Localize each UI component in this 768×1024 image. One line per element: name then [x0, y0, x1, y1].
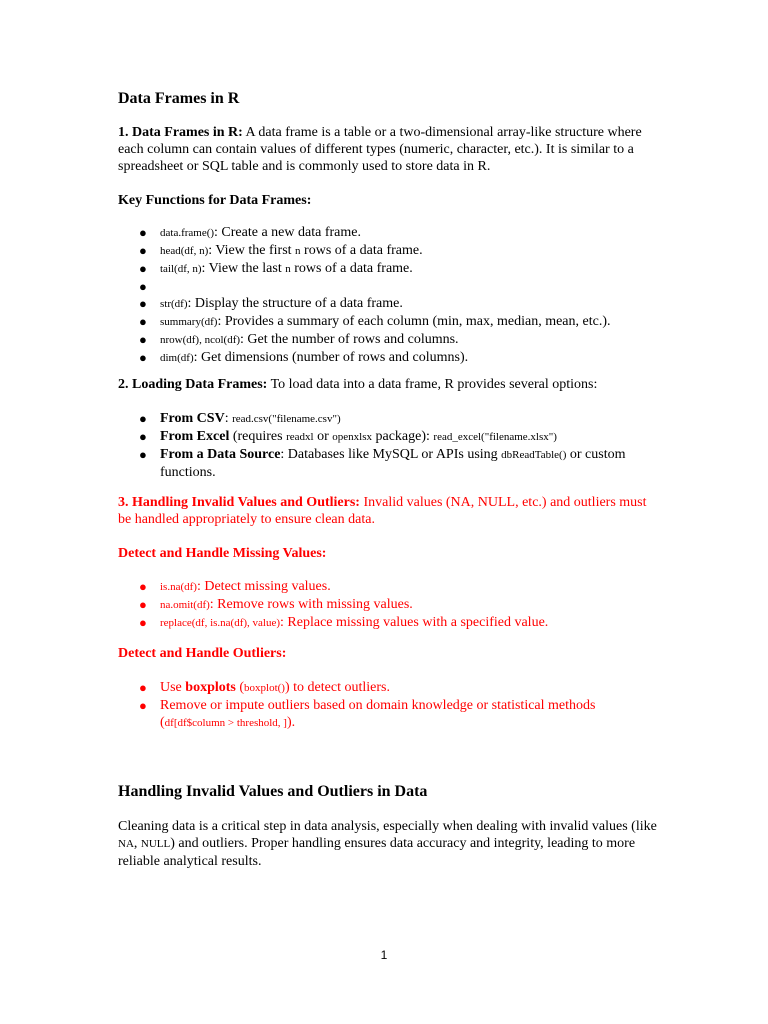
function-description: : Detect missing values. [196, 579, 331, 594]
section-2-title: Handling Invalid Values and Outliers in Data [118, 783, 428, 800]
option-text: : Databases like MySQL or APIs using [280, 447, 502, 462]
list-item [118, 331, 658, 349]
item-text-2: ). [286, 715, 296, 730]
function-code: replace(df, is.na(df), value) [160, 617, 281, 629]
page-number: 1 [380, 948, 388, 962]
function-description: : Display the structure of a data frame. [187, 296, 403, 311]
section-3-text: Invalid values (NA, NULL, etc.) and outliers must be handled appropriately to ensure clean data. [118, 495, 647, 527]
function-description: : Remove rows with missing values. [209, 597, 413, 612]
option-text: (requires [229, 429, 287, 444]
option-text-3: package): [372, 429, 434, 444]
item-text-3: ) to detect outliers. [284, 680, 390, 695]
missing-values-list [118, 578, 658, 632]
function-description: : Provides a summary of each column (min, max, median, mean, etc.). [217, 314, 611, 329]
bullet-icon: ● [139, 447, 147, 462]
function-description-tail: rows of a data frame. [290, 261, 413, 276]
paragraph-text: Cleaning data is a critical step in data analysis, especially when dealing with invalid values (like [118, 819, 657, 834]
list-item [118, 410, 658, 428]
bullet-icon: ● [139, 411, 147, 426]
option-text-2: or [313, 429, 333, 444]
list-item [118, 295, 658, 313]
cleaning-paragraph [118, 818, 658, 870]
option-text-2: or custom functions. [160, 447, 626, 480]
option-code: readxl [286, 431, 314, 443]
function-code: na.omit(df) [160, 599, 210, 611]
item-code: boxplot() [244, 682, 285, 694]
bullet-icon: ● [139, 698, 147, 713]
list-item [118, 697, 658, 732]
function-code: is.na(df) [160, 581, 197, 593]
function-code-inline: n [295, 245, 301, 257]
function-code: nrow(df), ncol(df) [160, 334, 241, 346]
list-item [118, 224, 658, 242]
list-item [118, 596, 658, 614]
section-3-number: 3. [118, 495, 129, 510]
section-1-number: 1. [118, 125, 129, 140]
list-item [118, 313, 658, 331]
function-code: dim(df) [160, 352, 194, 364]
bullet-icon: ● [139, 429, 147, 444]
outliers-list [118, 679, 658, 732]
inline-code-na: NA [118, 838, 134, 850]
key-functions-list [118, 224, 658, 367]
function-description: : Get dimensions (number of rows and columns). [193, 350, 469, 365]
section-3-paragraph [118, 494, 658, 528]
item-text: Use [160, 680, 186, 695]
list-item [118, 260, 658, 278]
option-code: dbReadTable() [501, 449, 567, 461]
item-bold: boxplots [185, 680, 236, 695]
section-1-paragraph [118, 124, 658, 175]
bullet-icon: ● [139, 579, 147, 594]
list-item [118, 614, 658, 632]
option-code-3: read_excel("filename.xlsx") [433, 431, 557, 443]
function-description: : Get the number of rows and columns. [240, 332, 459, 347]
outliers-heading: Detect and Handle Outliers: [118, 646, 287, 661]
list-item [118, 349, 658, 367]
function-description: : View the first [208, 243, 296, 258]
paragraph-text: , [133, 836, 141, 851]
paragraph-text: ) and outliers. Proper handling ensures data accuracy and integrity, leading to more reliable analytical results. [118, 836, 636, 869]
function-code: str(df) [160, 298, 188, 310]
section-1-text: A data frame is a table or a two-dimensional array-like structure where each column can contain values of different types (numeric, character, etc.). It is similar to a spreadsheet or SQL table and is commonly used to store data in R. [118, 125, 642, 174]
page-title: Data Frames in R [118, 90, 240, 107]
section-3-heading: Handling Invalid Values and Outliers: [132, 495, 360, 510]
inline-code-null: NULL [140, 838, 171, 850]
list-item-empty [118, 278, 658, 295]
missing-values-heading: Detect and Handle Missing Values: [118, 546, 327, 561]
function-code: tail(df, n) [160, 263, 202, 275]
list-item [118, 679, 658, 697]
option-code-2: openxlsx [332, 431, 372, 443]
bullet-icon: ● [139, 350, 147, 365]
bullet-icon: ● [139, 680, 147, 695]
item-text: Remove or impute outliers based on domain knowledge or statistical methods ( [160, 698, 596, 730]
list-item [118, 428, 658, 446]
bullet-icon: ● [139, 332, 147, 347]
function-code: head(df, n) [160, 245, 209, 257]
item-text-2: ( [235, 680, 245, 695]
section-2-text: To load data into a data frame, R provides several options: [270, 377, 598, 392]
option-label: From a Data Source [160, 447, 281, 462]
function-description-tail: rows of a data frame. [300, 243, 423, 258]
section-2-number: 2. [118, 377, 129, 392]
option-text: : [224, 411, 233, 426]
bullet-icon: ● [139, 615, 147, 630]
item-code: df[df$column > threshold, ] [164, 717, 287, 729]
section-2-paragraph [118, 376, 658, 393]
section-1-heading: Data Frames in R: [132, 125, 243, 140]
bullet-icon: ● [139, 597, 147, 612]
function-code: data.frame() [160, 227, 215, 239]
function-description: : Replace missing values with a specified value. [280, 615, 549, 630]
key-functions-heading: Key Functions for Data Frames: [118, 193, 312, 208]
bullet-icon: ● [139, 296, 147, 311]
option-code: read.csv("filename.csv") [232, 413, 341, 425]
bullet-icon: ● [139, 314, 147, 329]
list-item [118, 242, 658, 260]
bullet-icon: ● [139, 261, 147, 276]
bullet-icon: ● [139, 243, 147, 258]
option-label: From CSV [160, 411, 225, 426]
option-label: From Excel [160, 429, 230, 444]
section-2-heading: Loading Data Frames: [132, 377, 268, 392]
function-description: : View the last [201, 261, 286, 276]
list-item [118, 578, 658, 596]
function-code-inline: n [285, 263, 291, 275]
loading-options-list [118, 410, 658, 481]
function-code: summary(df) [160, 316, 218, 328]
list-item [118, 446, 658, 481]
bullet-icon: ● [139, 225, 147, 240]
bullet-icon: ● [139, 279, 147, 294]
function-description: : Create a new data frame. [214, 225, 361, 240]
